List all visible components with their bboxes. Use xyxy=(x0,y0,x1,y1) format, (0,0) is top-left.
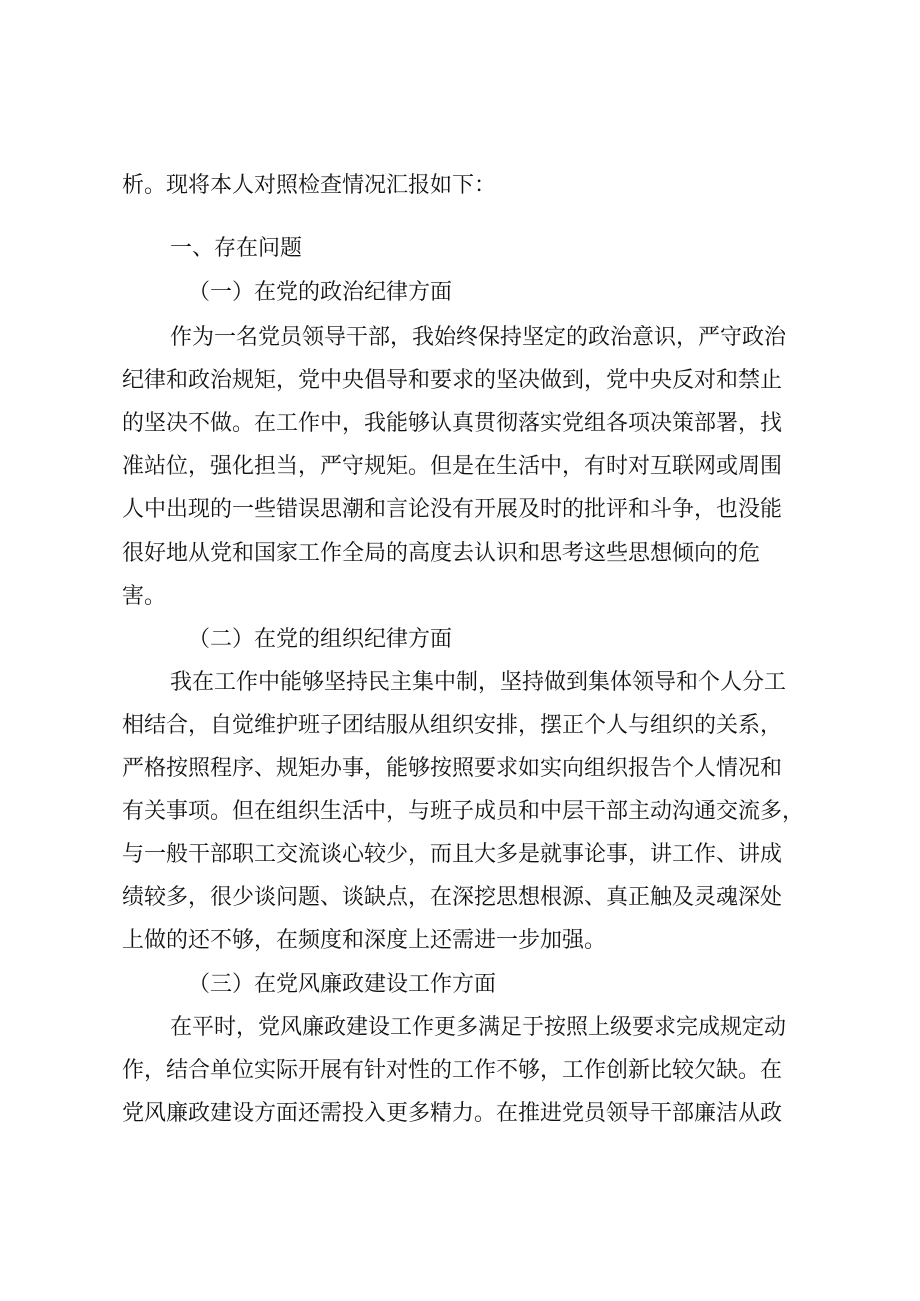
paragraph-line: 析。现将本人对照检查情况汇报如下： xyxy=(122,173,497,198)
paragraph-line: 纪律和政治规矩，党中央倡导和要求的坚决做到，党中央反对和禁止 xyxy=(122,368,783,393)
paragraph-line: 准站位，强化担当，严守规矩。但是在生活中，有时对互联网或周围 xyxy=(122,454,783,479)
paragraph-line: 作为一名党员领导干部，我始终保持坚定的政治意识，严守政治 xyxy=(170,325,787,350)
subsection-heading: （二）在党的组织纪律方面 xyxy=(188,627,453,652)
paragraph-line: 相结合，自觉维护班子团结服从组织安排，摆正个人与组织的关系， xyxy=(122,713,783,738)
paragraph-line: 与一般干部职工交流谈心较少，而且大多是就事论事，讲工作、讲成 xyxy=(122,842,783,867)
paragraph-line: 作，结合单位实际开展有针对性的工作不够，工作创新比较欠缺。在 xyxy=(122,1058,783,1083)
paragraph-line: 党风廉政建设方面还需投入更多精力。在推进党员领导干部廉洁从政 xyxy=(122,1101,783,1126)
subsection-heading: （一）在党的政治纪律方面 xyxy=(188,280,453,305)
paragraph-line: 在平时，党风廉政建设工作更多满足于按照上级要求完成规定动 xyxy=(170,1015,787,1040)
paragraph-line: 上做的还不够，在频度和深度上还需进一步加强。 xyxy=(122,928,607,953)
paragraph-line: 严格按照程序、规矩办事，能够按照要求如实向组织报告个人情况和 xyxy=(122,756,783,781)
paragraph-line: 有关事项。但在组织生活中，与班子成员和中层干部主动沟通交流多， xyxy=(122,799,805,824)
paragraph-line: 害。 xyxy=(122,584,167,609)
subsection-heading: （三）在党风廉政建设工作方面 xyxy=(188,972,497,997)
paragraph-line: 绩较多，很少谈问题、谈缺点，在深挖思想根源、真正触及灵魂深处 xyxy=(122,885,783,910)
paragraph-line: 的坚决不做。在工作中，我能够认真贯彻落实党组各项决策部署，找 xyxy=(122,411,783,436)
paragraph-line: 我在工作中能够坚持民主集中制，坚持做到集体领导和个人分工 xyxy=(170,670,787,695)
paragraph-line: 很好地从党和国家工作全局的高度去认识和思考这些思想倾向的危 xyxy=(122,541,761,566)
paragraph-line: 人中出现的一些错误思潮和言论没有开展及时的批评和斗争，也没能 xyxy=(122,497,783,522)
section-heading: 一、存在问题 xyxy=(170,236,303,261)
